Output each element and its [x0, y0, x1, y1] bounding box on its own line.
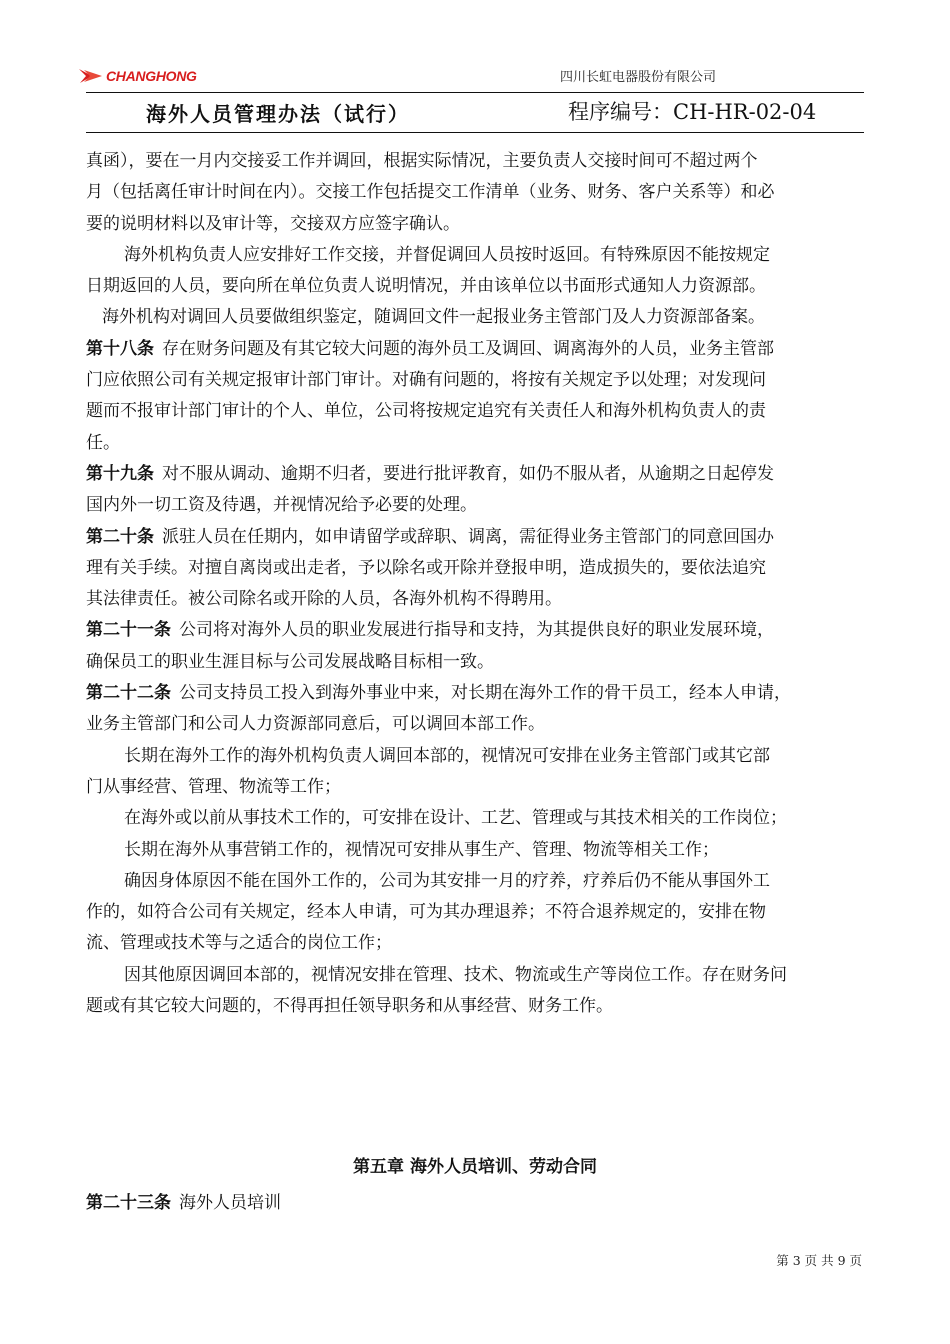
article-label: 第二十二条 [86, 683, 171, 704]
text-line: 题或有其它较大问题的，不得再担任领导职务和从事经营、财务工作。 [86, 996, 613, 1017]
article-label: 第二十一条 [86, 620, 171, 641]
text-line: 日期返回的人员，要向所在单位负责人说明情况，并由该单位以书面形式通知人力资源部。 [86, 276, 766, 297]
text-line: 海外机构负责人应安排好工作交接，并督促调回人员按时返回。有特殊原因不能按规定 [124, 244, 770, 265]
text-line: 长期在海外工作的海外机构负责人调回本部的，视情况可安排在业务主管部门或其它部 [124, 745, 770, 766]
changhong-logo-icon [78, 67, 104, 85]
document-code: 程序编号：CH-HR-02-04 [568, 100, 817, 124]
text-line: 确因身体原因不能在国外工作的，公司为其安排一月的疗养，疗养后仍不能从事国外工 [124, 870, 770, 891]
header-rule-bottom [86, 132, 864, 133]
text-line: 其法律责任。被公司除名或开除的人员，各海外机构不得聘用。 [86, 589, 562, 610]
page-number: 第 3 页 共 9 页 [776, 1253, 862, 1268]
text-line: 国内外一切工资及待遇，并视情况给予必要的处理。 [86, 495, 477, 516]
text-line: 流、管理或技术等与之适合的岗位工作； [86, 933, 392, 954]
text-line: 门从事经营、管理、物流等工作； [86, 776, 341, 797]
text-line: 月（包括离任审计时间在内）。交接工作包括提交工作清单（业务、财务、客户关系等）和必 [86, 182, 775, 203]
document-body [86, 146, 866, 1022]
text-line: 确保员工的职业生涯目标与公司发展战略目标相一致。 [86, 651, 494, 672]
text-line: 要的说明材料以及审计等，交接双方应签字确认。 [86, 213, 460, 234]
text-line: 因其他原因调回本部的，视情况安排在管理、技术、物流或生产等岗位工作。存在财务问 [124, 964, 787, 985]
article-label: 第二十条 [86, 526, 154, 547]
text-line: 题而不报审计部门审计的个人、单位，公司将按规定追究有关责任人和海外机构负责人的责 [86, 401, 766, 422]
header-rule-top [86, 92, 864, 93]
chapter-heading: 第五章 海外人员培训、劳动合同 [353, 1157, 597, 1177]
brand-name: CHANGHONG [106, 68, 197, 84]
article-label: 第十八条 [86, 338, 154, 359]
document-title: 海外人员管理办法（试行） [146, 102, 410, 126]
text-line: 海外机构对调回人员要做组织鉴定，随调回文件一起报业务主管部门及人力资源部备案。 [102, 307, 765, 328]
text-line: 门应依照公司有关规定报审计部门审计。对确有问题的，将按有关规定予以处理；对发现问 [86, 370, 766, 391]
text-line: 业务主管部门和公司人力资源部同意后，可以调回本部工作。 [86, 714, 545, 735]
text-line: 理有关手续。对擅自离岗或出走者，予以除名或开除并登报申明，造成损失的，要依法追究 [86, 557, 766, 578]
article-23: 第二十三条 海外人员培训 [86, 1193, 281, 1213]
text-line: 长期在海外从事营销工作的，视情况可安排从事生产、管理、物流等相关工作； [124, 839, 719, 860]
text-line: 真函），要在一月内交接妥工作并调回，根据实际情况，主要负责人交接时间可不超过两个 [86, 151, 758, 171]
company-name: 四川长虹电器股份有限公司 [560, 70, 717, 85]
text-line: 作的，如符合公司有关规定，经本人申请，可为其办理退养；不符合退养规定的，安排在物 [86, 902, 766, 923]
text-line: 任。 [86, 432, 120, 453]
text-line: 在海外或以前从事技术工作的，可安排在设计、工艺、管理或与其技术相关的工作岗位； [124, 808, 787, 829]
article-22: 第二十二条 公司支持员工投入到海外事业中来，对长期在海外工作的骨干员工，经本人申请， [86, 683, 791, 704]
article-19: 第十九条 对不服从调动、逾期不归者，要进行批评教育，如仍不服从者，从逾期之日起停发 [86, 463, 774, 484]
article-20: 第二十条 派驻人员在任期内，如申请留学或辞职、调离，需征得业务主管部门的同意回国办 [86, 526, 774, 547]
article-21: 第二十一条 公司将对海外人员的职业发展进行指导和支持，为其提供良好的职业发展环境， [86, 620, 774, 641]
article-label: 第十九条 [86, 463, 154, 484]
changhong-logo [78, 64, 197, 88]
article-18: 第十八条 存在财务问题及有其它较大问题的海外员工及调回、调离海外的人员，业务主管部 [86, 338, 774, 359]
article-label: 第二十三条 [86, 1193, 171, 1213]
